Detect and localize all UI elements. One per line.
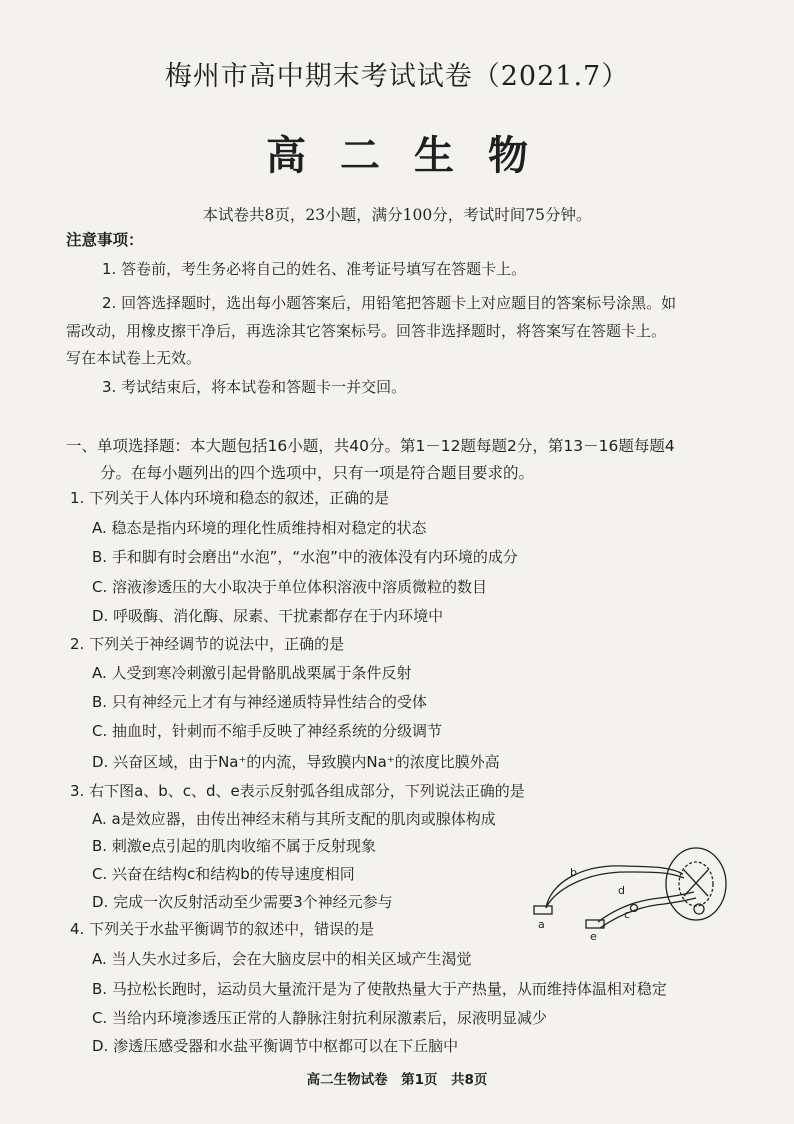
exam-title: 梅州市高中期末考试试卷（2021.7） <box>164 61 630 92</box>
question-1-option-d: D. 呼吸酶、消化酶、尿素、干扰素都存在于内环境中 <box>92 607 444 625</box>
question-1-option-c: C. 溶液渗透压的大小取决于单位体积溶液中溶质微粒的数目 <box>92 578 488 596</box>
section-heading-line: 分。在每小题列出的四个选项中，只有一项是符合题目要求的。 <box>100 464 535 482</box>
notice-text: 3. 考试结束后，将本试卷和答题卡一并交回。 <box>102 378 407 396</box>
reflex-arc-diagram <box>528 836 740 946</box>
question-2-option-c: C. 抽血时，针刺而不缩手反映了神经系统的分级调节 <box>92 722 443 740</box>
page-footer: 高二生物试卷 第1页 共8页 <box>306 1072 488 1088</box>
question-4-option-a: A. 当人失水过多后，会在大脑皮层中的相关区域产生渴觉 <box>92 950 472 968</box>
synapse-cross <box>684 870 708 896</box>
notice-heading: 注意事项： <box>66 231 144 249</box>
notice-item-2-cont: 写在本试卷上无效。 <box>66 349 202 367</box>
question-2-option-d: D. 兴奋区域，由于Na⁺的内流，导致膜内Na⁺的浓度比膜外高 <box>92 753 500 771</box>
diagram-label-b: b <box>570 866 577 879</box>
notice-item-2 <box>66 290 766 317</box>
question-2-stem: 2. 下列关于神经调节的说法中，正确的是 <box>70 635 345 653</box>
question-1-stem: 1. 下列关于人体内环境和稳态的叙述，正确的是 <box>70 489 390 507</box>
notice-text: 1. 答卷前，考生务必将自己的姓名、准考证号填写在答题卡上。 <box>102 260 527 278</box>
question-3-option-a: A. a是效应器，由传出神经末稍与其所支配的肌肉或腺体构成 <box>92 810 496 828</box>
question-1-option-b: B. 手和脚有时会磨出“水泡”，“水泡”中的液体没有内环境的成分 <box>92 548 518 566</box>
question-4-option-d: D. 渗透压感受器和水盐平衡调节中枢都可以在下丘脑中 <box>92 1037 459 1055</box>
diagram-label-a: a <box>538 918 545 931</box>
diagram-label-d: d <box>618 884 625 897</box>
notice-item-3 <box>66 374 766 401</box>
afferent-nerve-b-inner <box>546 872 684 908</box>
question-4-option-b: B. 马拉松长跑时，运动员大量流汗是为了使散热量大于产热量，从而维持体温相对稳定 <box>92 980 667 998</box>
question-3-option-c: C. 兴奋在结构c和结构b的传导速度相同 <box>92 865 355 883</box>
section-heading <box>66 433 766 487</box>
question-4-stem: 4. 下列关于水盐平衡调节的叙述中，错误的是 <box>70 920 375 938</box>
question-3-option-b: B. 刺激e点引起的肌肉收缩不属于反射现象 <box>92 837 377 855</box>
subject-title: 高二生物 <box>266 132 562 179</box>
diagram-label-c: c <box>624 908 631 921</box>
question-4-option-c: C. 当给内环境渗透压正常的人静脉注射抗利尿激素后，尿液明显减少 <box>92 1009 548 1027</box>
notice-text: 2. 回答选择题时，选出每小题答案后，用铅笔把答题卡上对应题目的答案标号涂黑。如 <box>102 294 677 312</box>
gray-matter-outline <box>679 862 713 906</box>
notice-item-1 <box>66 256 766 283</box>
notice-item-2-cont: 需改动，用橡皮擦干净后，再选涂其它答案标号。回答非选择题时，将答案写在答题卡上。 <box>66 322 667 340</box>
structure-a-block <box>534 906 552 914</box>
section-heading-line: 一、单项选择题：本大题包括16小题，共40分。第1－12题每题2分，第13－16题每题4 <box>66 437 675 455</box>
question-2-option-b: B. 只有神经元上才有与神经递质特异性结合的受体 <box>92 693 427 711</box>
question-3-stem: 3. 右下图a、b、c、d、e表示反射弧各组成部分，下列说法正确的是 <box>70 782 525 800</box>
question-3-option-d: D. 完成一次反射活动至少需要3个神经元参与 <box>92 893 393 911</box>
question-2-option-a: A. 人受到寒冷刺激引起骨骼肌战栗属于条件反射 <box>92 664 412 682</box>
spinal-cord-outline <box>666 848 726 920</box>
exam-info: 本试卷共8页，23小题，满分100分，考试时间75分钟。 <box>202 206 592 224</box>
efferent-nerve-d-inner <box>600 898 696 928</box>
diagram-label-e: e <box>590 930 597 943</box>
question-1-option-a: A. 稳态是指内环境的理化性质维持相对稳定的状态 <box>92 519 427 537</box>
